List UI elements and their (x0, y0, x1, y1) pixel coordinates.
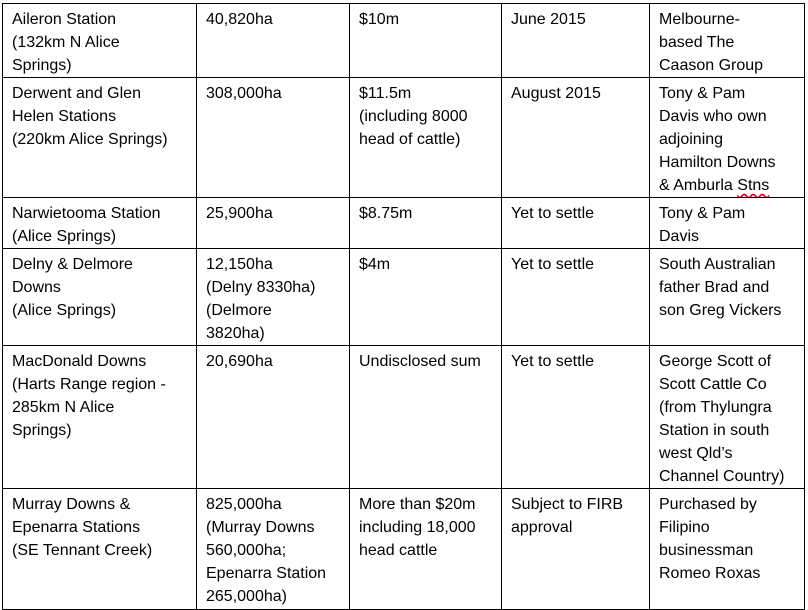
property-cell: Delny & Delmore Downs (Alice Springs) (3, 249, 197, 346)
property-cell: Aileron Station (132km N Alice Springs) (3, 4, 197, 78)
area-cell: 20,690ha (197, 346, 350, 489)
price-cell: $11.5m (including 8000 head of cattle) (350, 78, 502, 198)
station-sales-table (2, 3, 805, 610)
price-cell: $4m (350, 249, 502, 346)
property-cell: Derwent and Glen Helen Stations (220km Alice Springs) (3, 78, 197, 198)
price-cell: $10m (350, 4, 502, 78)
area-cell: 40,820ha (197, 4, 350, 78)
buyer-cell: South Australian father Brad and son Greg Vickers (650, 249, 805, 346)
buyer-text: Tony & Pam Davis who own adjoining Hamilton Downs & Amburla (659, 85, 776, 194)
buyer-cell: George Scott of Scott Cattle Co (from Thylungra Station in south west Qld’s Channel Country) (650, 346, 805, 489)
property-cell: MacDonald Downs (Harts Range region - 285km N Alice Springs) (3, 346, 197, 489)
date-cell: Yet to settle (502, 198, 650, 249)
property-cell: Murray Downs & Epenarra Stations (SE Tennant Creek) (3, 489, 197, 610)
table-row (3, 78, 805, 198)
date-cell: June 2015 (502, 4, 650, 78)
property-cell: Narwietooma Station (Alice Springs) (3, 198, 197, 249)
table-row (3, 489, 805, 610)
buyer-cell: Purchased by Filipino businessman Romeo Roxas (650, 489, 805, 610)
date-cell: August 2015 (502, 78, 650, 198)
area-cell: 308,000ha (197, 78, 350, 198)
area-cell: 12,150ha (Delny 8330ha) (Delmore 3820ha) (197, 249, 350, 346)
buyer-cell: Tony & Pam Davis (650, 198, 805, 249)
date-cell: Yet to settle (502, 249, 650, 346)
table-row (3, 198, 805, 249)
buyer-cell: Melbourne- based The Caason Group (650, 4, 805, 78)
buyer-cell (650, 78, 805, 198)
table-row (3, 4, 805, 78)
area-cell: 25,900ha (197, 198, 350, 249)
table-row (3, 249, 805, 346)
table-row (3, 346, 805, 489)
date-cell: Subject to FIRB approval (502, 489, 650, 610)
spellcheck-flagged-word: Stns (737, 177, 770, 194)
price-cell: $8.75m (350, 198, 502, 249)
price-cell: Undisclosed sum (350, 346, 502, 489)
area-cell: 825,000ha (Murray Downs 560,000ha; Epenarra Station 265,000ha) (197, 489, 350, 610)
date-cell: Yet to settle (502, 346, 650, 489)
price-cell: More than $20m including 18,000 head cattle (350, 489, 502, 610)
